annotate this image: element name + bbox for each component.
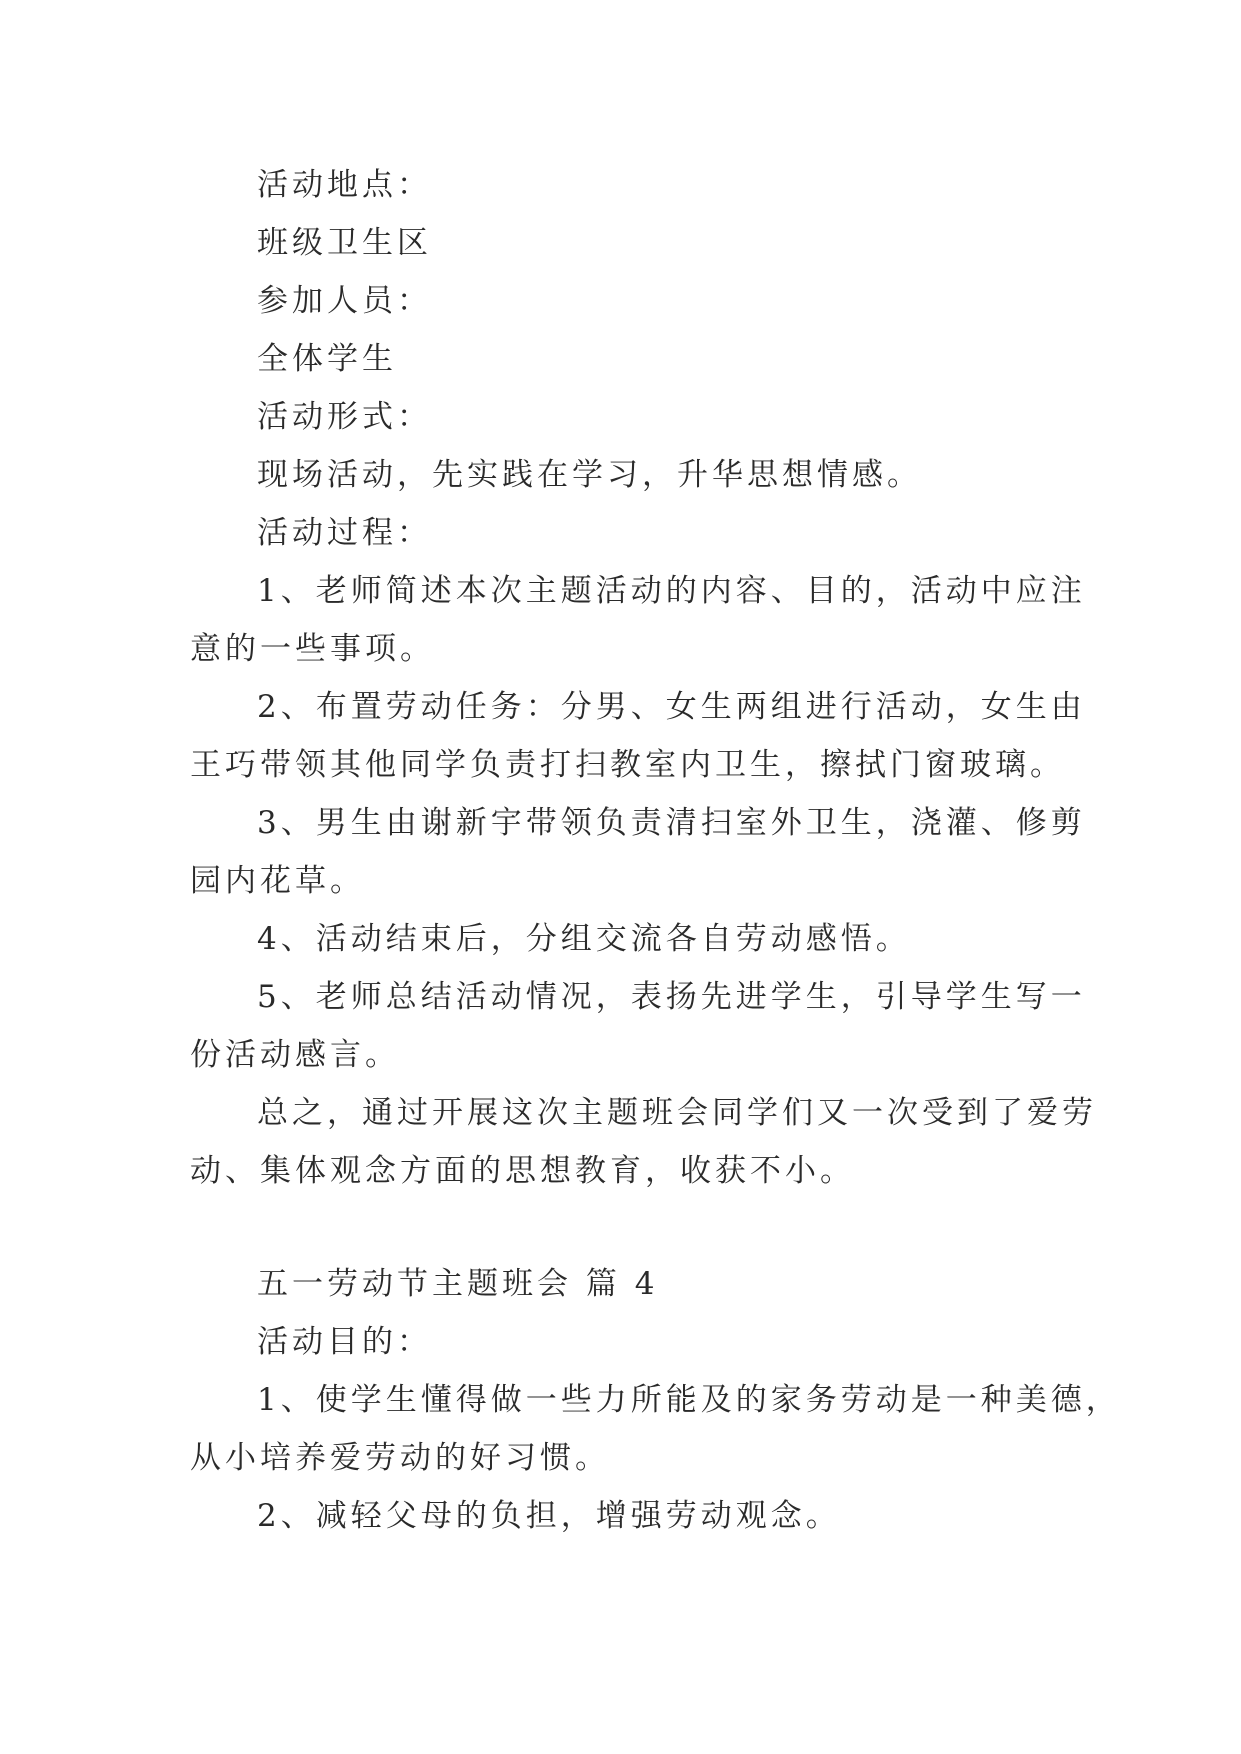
paragraph-line: 动、集体观念方面的思想教育，收获不小。 [190, 1153, 855, 1189]
label-activity-process: 活动过程： [257, 515, 432, 551]
paragraph-line: 5、老师总结活动情况，表扬先进学生，引导学生写一 [257, 979, 1086, 1015]
paragraph-line: 1、使学生懂得做一些力所能及的家务劳动是一种美德， [257, 1382, 1121, 1418]
paragraph-line: 园内花草。 [190, 863, 365, 899]
paragraph-line: 1、老师简述本次主题活动的内容、目的，活动中应注 [257, 573, 1086, 609]
section-heading: 五一劳动节主题班会 篇 4 [257, 1266, 659, 1302]
value-activity-form: 现场活动，先实践在学习，升华思想情感。 [257, 457, 922, 493]
value-activity-location: 班级卫生区 [257, 225, 432, 261]
paragraph-line: 从小培养爱劳动的好习惯。 [190, 1440, 610, 1476]
label-participants: 参加人员： [257, 283, 432, 319]
paragraph-line: 王巧带领其他同学负责打扫教室内卫生，擦拭门窗玻璃。 [190, 747, 1065, 783]
paragraph-line: 份活动感言。 [190, 1037, 400, 1073]
label-activity-location: 活动地点： [257, 167, 432, 203]
label-activity-form: 活动形式： [257, 399, 432, 435]
paragraph-line: 总之，通过开展这次主题班会同学们又一次受到了爱劳 [257, 1095, 1097, 1131]
paragraph-line: 3、男生由谢新宇带领负责清扫室外卫生，浇灌、修剪 [257, 805, 1086, 841]
paragraph-line: 2、减轻父母的负担，增强劳动观念。 [257, 1498, 841, 1534]
label-activity-purpose: 活动目的： [257, 1324, 432, 1360]
paragraph-line: 2、布置劳动任务：分男、女生两组进行活动，女生由 [257, 689, 1086, 725]
paragraph-line: 意的一些事项。 [190, 631, 435, 667]
paragraph-line: 4、活动结束后，分组交流各自劳动感悟。 [257, 921, 911, 957]
value-participants: 全体学生 [257, 341, 397, 377]
